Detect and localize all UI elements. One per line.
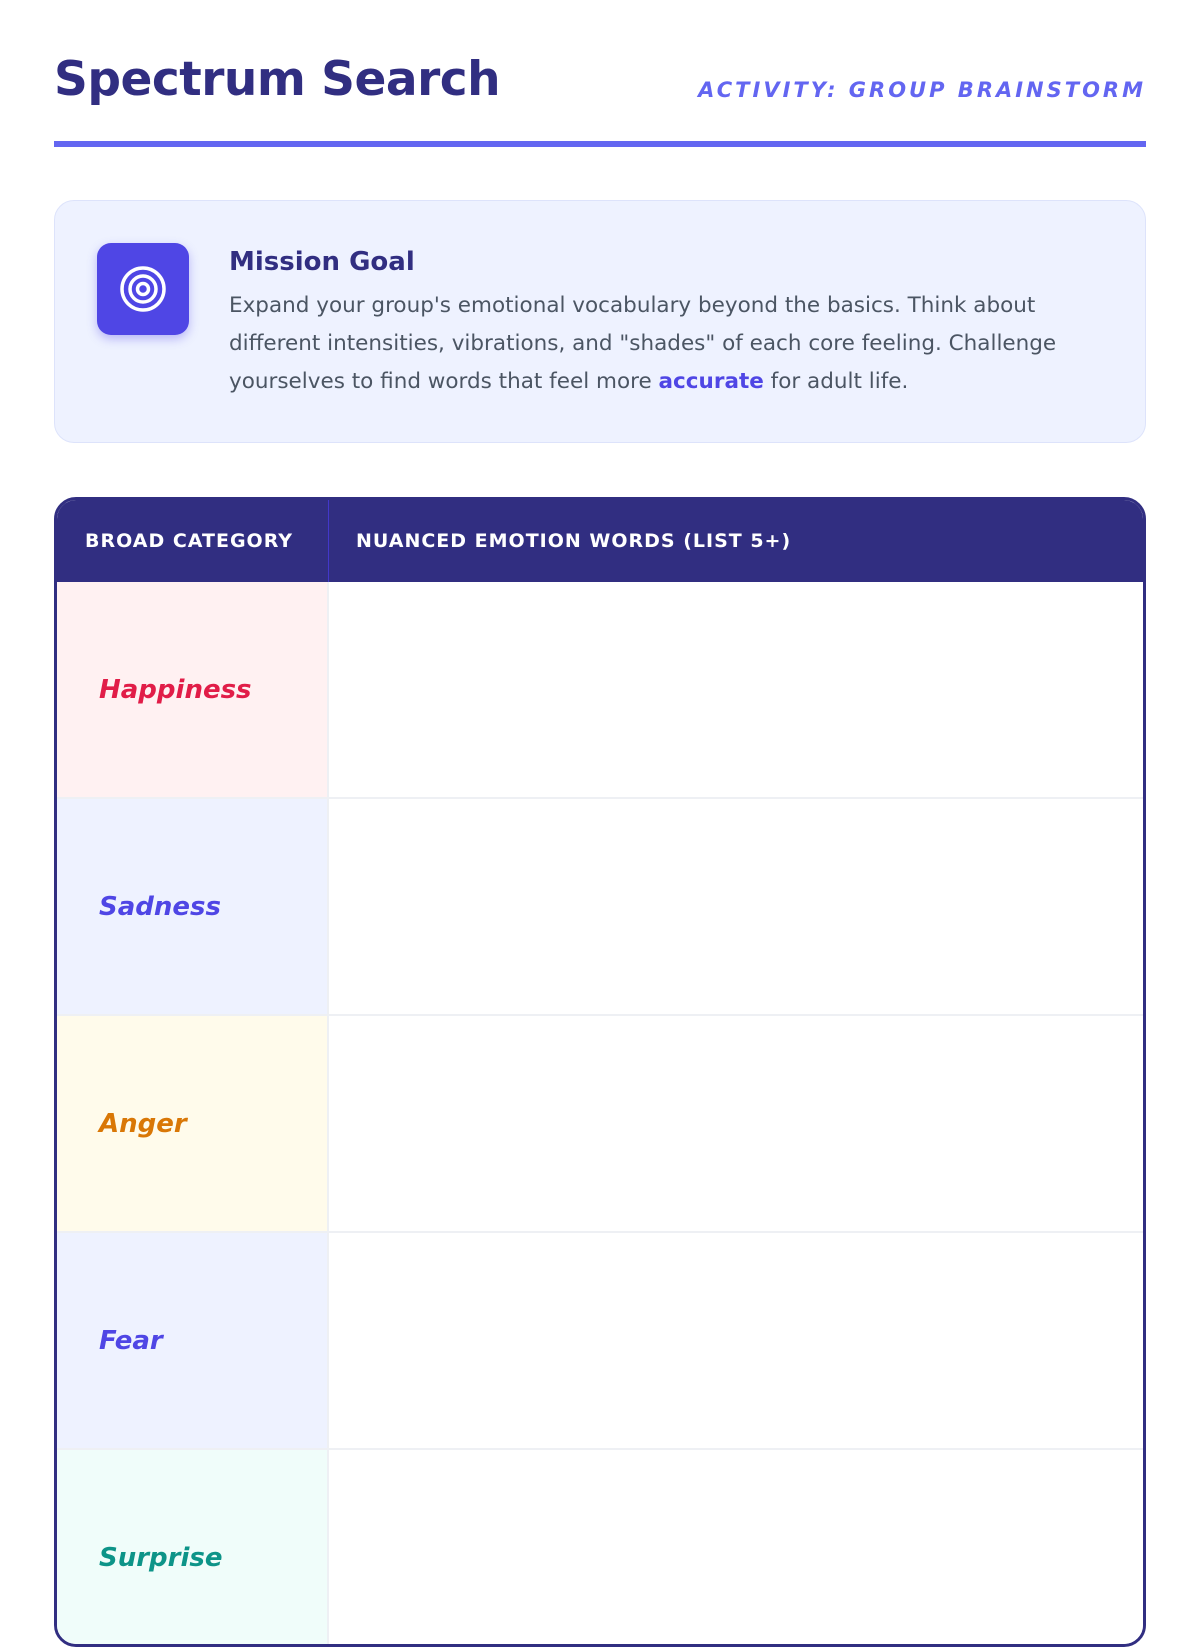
category-cell: Happiness (57, 582, 329, 797)
table-row (57, 799, 1143, 1016)
mission-text-highlight: accurate (658, 369, 764, 394)
category-cell: Anger (57, 1016, 329, 1231)
page-title: Spectrum Search (54, 52, 501, 107)
mission-goal-text (229, 287, 1099, 401)
target-icon-graphic (118, 264, 168, 314)
table-header (57, 500, 1143, 582)
words-writing-cell[interactable] (329, 1016, 1143, 1231)
words-writing-cell[interactable] (329, 799, 1143, 1014)
category-cell: Surprise (57, 1450, 329, 1647)
emotion-table (54, 497, 1146, 1647)
words-writing-cell[interactable] (329, 582, 1143, 797)
table-body (57, 582, 1143, 1647)
header-nuanced-words: NUANCED EMOTION WORDS (LIST 5+) (356, 530, 792, 552)
category-cell: Fear (57, 1233, 329, 1448)
words-writing-cell[interactable] (329, 1450, 1143, 1647)
table-row (57, 1450, 1143, 1647)
mission-goal-title: Mission Goal (229, 247, 415, 277)
words-writing-cell[interactable] (329, 1233, 1143, 1448)
header-broad-category: BROAD CATEGORY (57, 500, 329, 582)
target-icon (97, 243, 189, 335)
mission-text-end: for adult life. (763, 369, 909, 394)
category-cell: Sadness (57, 799, 329, 1014)
header (54, 0, 1146, 147)
table-row (57, 1016, 1143, 1233)
mission-goal-card (54, 200, 1146, 443)
mission-text-start: Expand your group's emotional vocabulary beyond the basics. Think about different intensities, vibrations, and "shades" of each core feeling. Challenge yourselves to find words that feel more (229, 293, 1057, 394)
table-row (57, 582, 1143, 799)
table-row (57, 1233, 1143, 1450)
activity-label: ACTIVITY: GROUP BRAINSTORM (698, 78, 1146, 102)
